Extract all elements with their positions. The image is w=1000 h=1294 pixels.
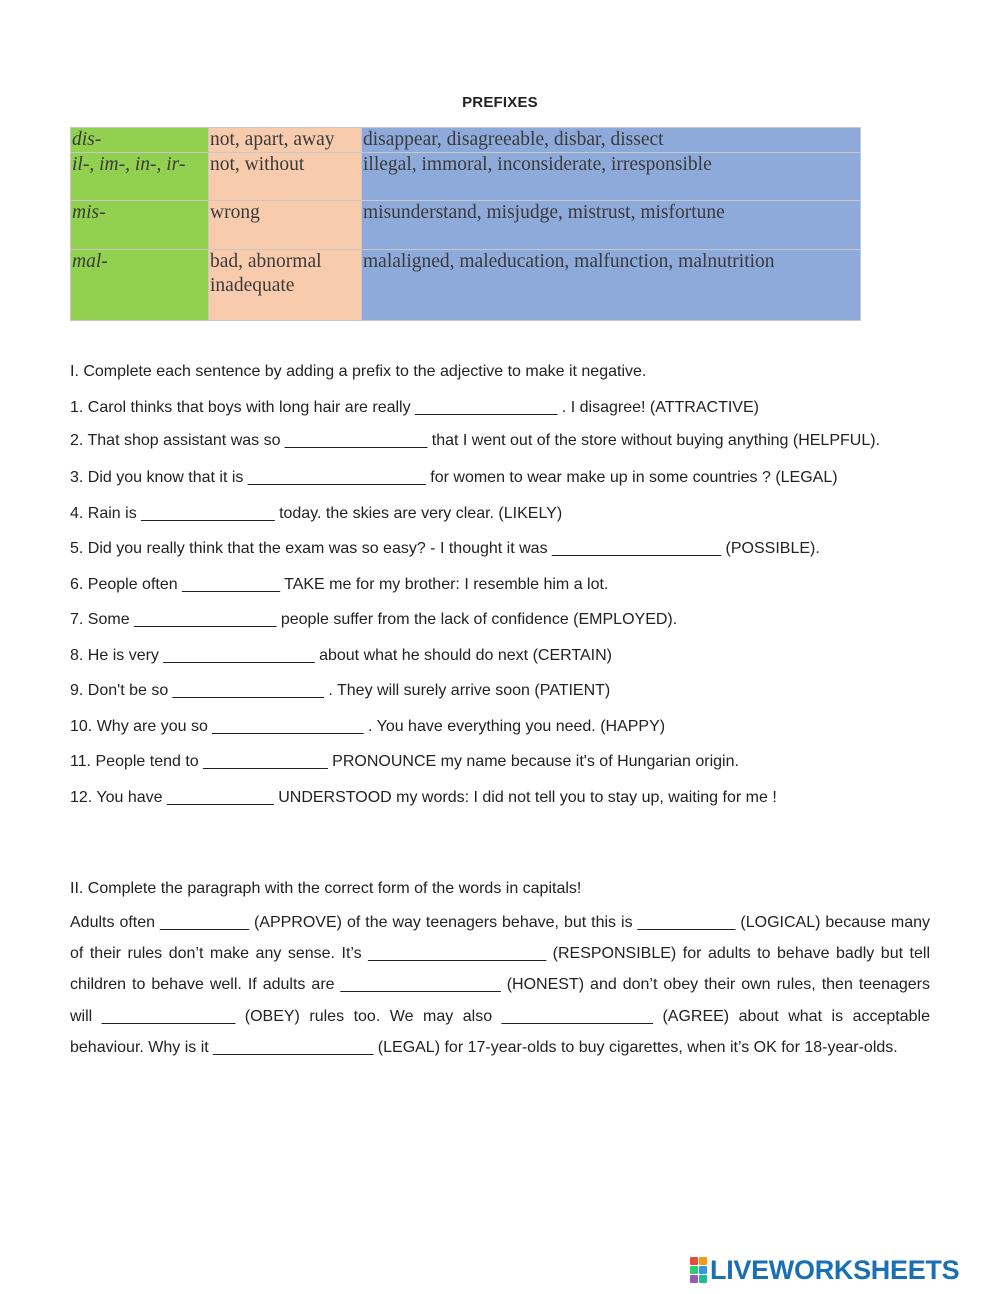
prefix-cell: mis- — [71, 201, 209, 250]
exercise-item: 12. You have ____________ UNDERSTOOD my words: I did not tell you to stay up, waiting for me ! — [70, 788, 777, 806]
prefix-table — [70, 127, 861, 321]
section-2 — [70, 879, 930, 1063]
prefix-row — [71, 153, 861, 201]
exercise-item: 3. Did you know that it is ____________________ for women to wear make up in some countries ? (LEGAL) — [70, 469, 838, 486]
section-1 — [70, 362, 930, 823]
logo-mark-square — [690, 1266, 698, 1274]
prefix-row — [71, 128, 861, 153]
logo-text: LIVEWORKSHEETS — [710, 1254, 960, 1285]
exercise-item: 6. People often ___________ TAKE me for my brother: I resemble him a lot. — [70, 575, 609, 593]
exercise-item: 8. He is very _________________ about what he should do next (CERTAIN) — [70, 646, 612, 664]
exercise-item: 1. Carol thinks that boys with long hair are really ________________ . I disagree! (ATTRACTIVE) — [70, 398, 759, 416]
logo-mark-square — [690, 1275, 698, 1283]
prefix-row — [71, 201, 861, 250]
examples-cell: disappear, disagreeable, disbar, dissect — [362, 128, 861, 153]
prefix-cell: il-, im-, in-, ir- — [71, 153, 209, 201]
logo-mark-square — [690, 1257, 698, 1265]
examples-cell: malaligned, maleducation, malfunction, malnutrition — [362, 250, 861, 321]
section-2-instruction: II. Complete the paragraph with the correct form of the words in capitals! — [70, 880, 582, 897]
exercise-item: 2. That shop assistant was so ________________ that I went out of the store without buying anything (HELPFUL). — [70, 432, 880, 449]
logo-mark-square — [699, 1257, 707, 1265]
exercise-item: 10. Why are you so _________________ . You have everything you need. (HAPPY) — [70, 717, 666, 735]
meaning-cell: not, apart, away — [209, 128, 362, 153]
meaning-cell: not, without — [209, 153, 362, 201]
prefix-cell: dis- — [71, 128, 209, 153]
exercise-item: 11. People tend to ______________ PRONOUNCE my name because it's of Hungarian origin. — [70, 753, 739, 770]
exercise-item: 5. Did you really think that the exam was so easy? - I thought it was ___________________ (POSSIBLE). — [70, 540, 820, 557]
meaning-cell: wrong — [209, 201, 362, 250]
liveworksheets-logo — [690, 1255, 959, 1285]
page-title: PREFIXES — [462, 94, 538, 111]
prefix-cell: mal- — [71, 250, 209, 321]
logo-mark-icon — [690, 1257, 707, 1283]
meaning-cell: bad, abnormal inadequate — [209, 250, 362, 321]
prefix-row — [71, 250, 861, 321]
section-2-paragraph: Adults often __________ (APPROVE) of the way teenagers behave, but this is ___________ (LOGICAL) because many of their rules don’t make any sense. It’s ____________________ (RESPONSIBLE) for adults to behave badly but tell children to behave well. If adults are __________________ (HONEST) and don’t obey their own rules, then teenagers will _______________ (OBEY) rules too. We may also _________________ (AGREE) about what is acceptable behaviour. Why is it __________________ (LEGAL) for 17-year-olds to buy cigarettes, when it’s OK for 18-year-olds. — [70, 914, 930, 1056]
examples-cell: illegal, immoral, inconsiderate, irresponsible — [362, 153, 861, 201]
logo-mark-square — [699, 1275, 707, 1283]
examples-cell: misunderstand, misjudge, mistrust, misfortune — [362, 201, 861, 250]
exercise-item: 7. Some ________________ people suffer from the lack of confidence (EMPLOYED). — [70, 611, 678, 628]
logo-mark-square — [699, 1266, 707, 1274]
section-1-instruction: I. Complete each sentence by adding a prefix to the adjective to make it negative. — [70, 363, 647, 380]
exercise-item: 4. Rain is _______________ today. the skies are very clear. (LIKELY) — [70, 504, 563, 522]
exercise-item: 9. Don't be so _________________ . They will surely arrive soon (PATIENT) — [70, 682, 611, 699]
section-1-items — [70, 398, 930, 807]
